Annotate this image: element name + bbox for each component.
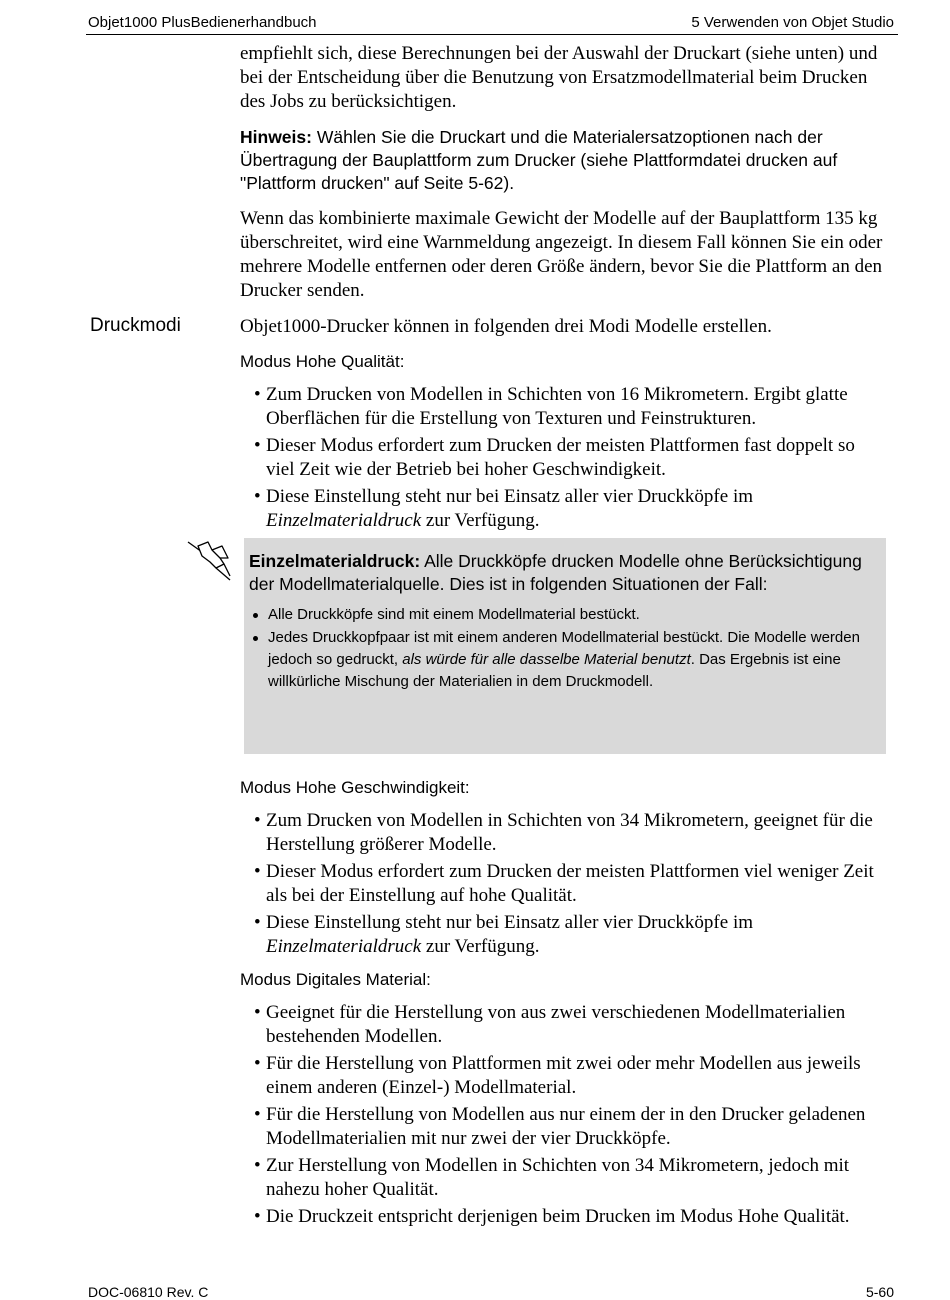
high-quality-heading: Modus Hohe Qualität: [240, 352, 405, 371]
weight-warning-paragraph: Wenn das kombinierte maximale Gewicht der Modelle auf der Bauplattform 135 kg überschreitet, wird eine Warnmeldung angezeigt. In diesem Fall können Sie ein oder mehrere Modelle entfernen oder deren Größe ändern, bevor Sie die Plattform an den Drucker senden. [240, 208, 883, 301]
header-chapter-title: 5 Verwenden von Objet Studio [691, 14, 894, 31]
note-paragraph [240, 126, 888, 195]
list-item: • Zur Herstellung von Modellen in Schichten von 34 Mikrometern, jedoch mit nahezu hoher Qualität. [254, 1155, 850, 1200]
note-text: Wählen Sie die Druckart und die Materialersatzoptionen nach der Übertragung der Bauplattform zum Drucker (siehe Plattformdatei drucken auf "Plattform drucken" auf Seite 5-62). [240, 127, 838, 193]
list-item: • Geeignet für die Herstellung von aus zwei verschiedenen Modellmaterialien bestehenden Modellen. [254, 1002, 846, 1047]
bullet-dot [253, 636, 258, 641]
note-box-label: Einzelmaterialdruck: [249, 551, 421, 571]
footer-doc-id: DOC-06810 Rev. C [88, 1284, 209, 1300]
list-item: • Zum Drucken von Modellen in Schichten von 34 Mikrometern, geeignet für die Herstellung größerer Modelle. [254, 810, 873, 855]
footer-page-number: 5-60 [865, 1284, 894, 1300]
list-item: • Für die Herstellung von Modellen aus nur einem der in den Drucker geladenen Modellmaterialien mit nur zwei der vier Druckköpfe. [254, 1104, 866, 1149]
list-item: Jedes Druckkopfpaar ist mit einem anderen Modellmaterial bestückt. Die Modelle werden jedoch so gedruckt, als würde für alle dasselbe Material benutzt. Das Ergebnis ist eine willkürliche Mischung der Materialien in dem Druckmodell. [249, 627, 876, 693]
note-box-text: Einzelmaterialdruck: Alle Druckköpfe drucken Modelle ohne Berücksichtigung der Modellmaterialquelle. Dies ist in folgenden Situationen der Fall: [249, 551, 862, 594]
page-footer [88, 1284, 894, 1300]
header-manual-title: Objet1000 PlusBedienerhandbuch [88, 14, 317, 31]
list-item: • Die Druckzeit entspricht derjenigen beim Drucken im Modus Hohe Qualität. [254, 1206, 850, 1227]
list-item: • Dieser Modus erfordert zum Drucken der meisten Plattformen viel weniger Zeit als bei der Einstellung auf hohe Qualität. [254, 861, 874, 906]
high-speed-heading: Modus Hohe Geschwindigkeit: [240, 778, 470, 797]
list-item: • Zum Drucken von Modellen in Schichten von 16 Mikrometern. Ergibt glatte Oberflächen für die Erstellung von Texturen und Feinstrukturen. [254, 384, 848, 429]
page-header [86, 14, 898, 35]
note-box-einzelmaterialdruck [244, 538, 886, 754]
druckmodi-intro: Objet1000-Drucker können in folgenden drei Modi Modelle erstellen. [240, 316, 772, 337]
intro-section [240, 42, 888, 543]
modes-lower-section [240, 777, 888, 1239]
intro-paragraph: empfiehlt sich, diese Berechnungen bei der Auswahl der Druckart (siehe unten) und bei der Entscheidung über die Benutzung von Ersatzmodellmaterial beim Drucken des Jobs zu berücksichtigen. [240, 43, 878, 112]
section-heading-druckmodi: Druckmodi [90, 315, 181, 336]
bullet-dot [253, 613, 258, 618]
list-item: Alle Druckköpfe sind mit einem Modellmaterial bestückt. [249, 604, 876, 626]
digital-material-heading: Modus Digitales Material: [240, 970, 431, 989]
high-quality-list [240, 383, 888, 533]
list-item: • Diese Einstellung steht nur bei Einsatz aller vier Druckköpfe im Einzelmaterialdruck zur Verfügung. [254, 912, 753, 957]
note-label: Hinweis: [240, 127, 312, 147]
list-item: • Diese Einstellung steht nur bei Einsatz aller vier Druckköpfe im Einzelmaterialdruck zur Verfügung. [254, 486, 753, 531]
note-box-list [249, 604, 876, 693]
digital-material-list [240, 1001, 888, 1229]
list-item: • Für die Herstellung von Plattformen mit zwei oder mehr Modellen aus jeweils einem anderen (Einzel-) Modellmaterial. [254, 1053, 861, 1098]
pushpin-icon [186, 538, 234, 582]
high-speed-list [240, 809, 888, 959]
list-item: • Dieser Modus erfordert zum Drucken der meisten Plattformen fast doppelt so viel Zeit wie der Betrieb bei hoher Geschwindigkeit. [254, 435, 855, 480]
